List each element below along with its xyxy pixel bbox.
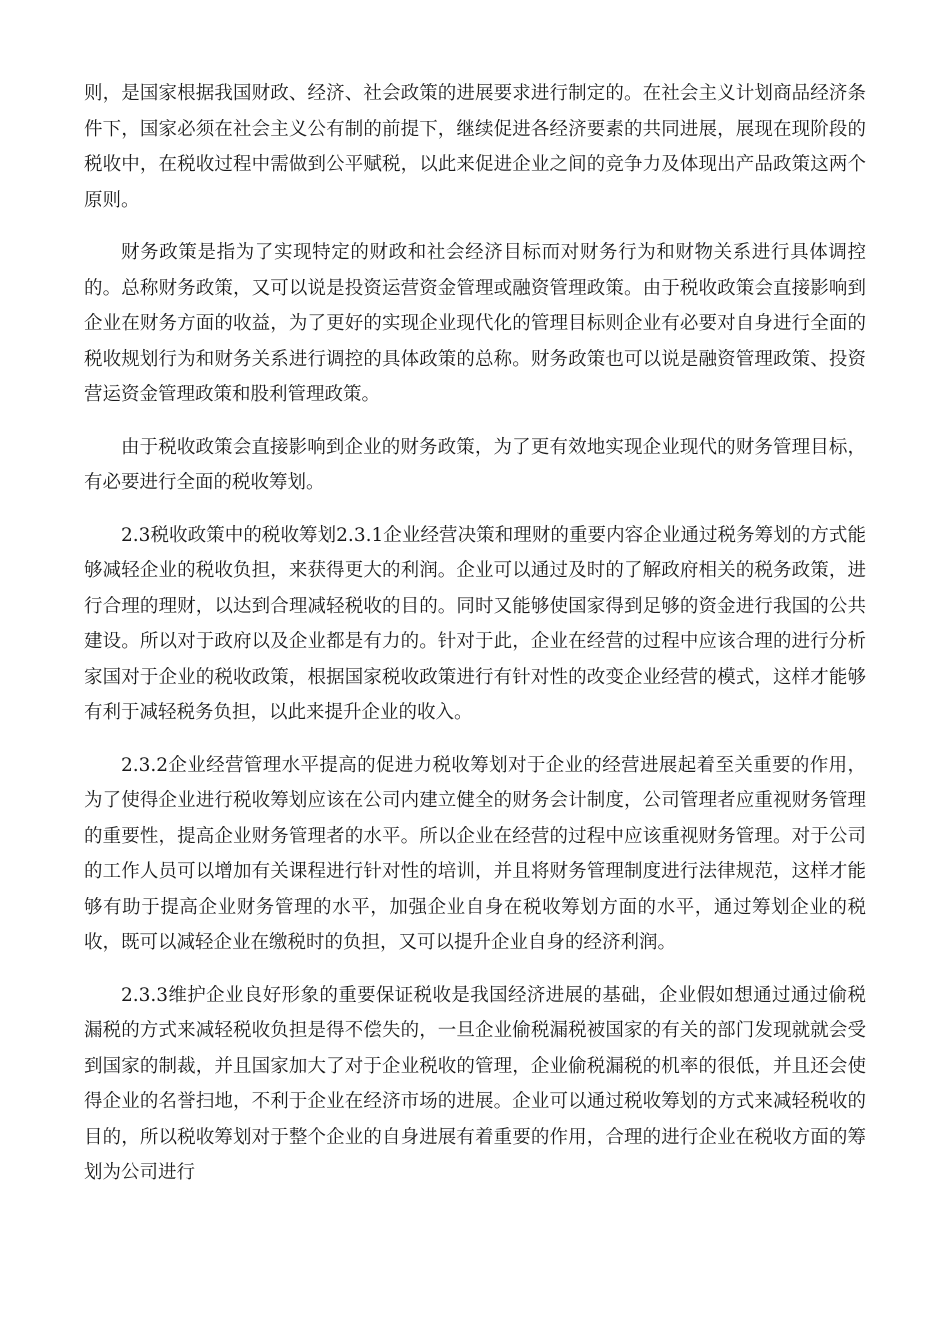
paragraph-section-2-3-2: 2.3.2企业经营管理水平提高的促进力税收筹划对于企业的经营进展起着至关重要的作用，为了使得企业进行税收筹划应该在公司内建立健全的财务会计制度，公司管理者应重视财务管理的重要性，提高企业财务管理者的水平。所以企业在经营的过程中应该重视财务管理。对于公司的工作人员可以增加有关课程进行针对性的培训，并且将财务管理制度进行法律规范，这样才能够有助于提高企业财务管理的水平，加强企业自身在税收筹划方面的水平，通过筹划企业的税收，既可以减轻企业在缴税时的负担，又可以提升企业自身的经济利润。 xyxy=(84,754,866,953)
paragraph-section-2-3-3: 2.3.3维护企业良好形象的重要保证税收是我国经济进展的基础，企业假如想通过通过偷税漏税的方式来减轻税收负担是得不偿失的，一旦企业偷税漏税被国家的有关的部门发现就就会受到国家的制裁，并且国家加大了对于企业税收的管理，企业偷税漏税的机率的很低，并且还会使得企业的名誉扫地，不利于企业在经济市场的进展。企业可以通过税收筹划的方式来减轻税收的目的，所以税收筹划对于整个企业的自身进展有着重要的作用，合理的进行企业在税收方面的筹划为公司进行 xyxy=(84,984,866,1183)
paragraph-continuation: 则，是国家根据我国财政、经济、社会政策的进展要求进行制定的。在社会主义计划商品经济条件下，国家必须在社会主义公有制的前提下，继续促进各经济要素的共同进展，展现在现阶段的税收中，在税收过程中需做到公平赋税，以此来促进企业之间的竞争力及体现出产品政策这两个原则。 xyxy=(84,83,866,211)
paragraph-section-2-3-1: 2.3税收政策中的税收筹划2.3.1企业经营决策和理财的重要内容企业通过税务筹划的方式能够减轻企业的税收负担，来获得更大的利润。企业可以通过及时的了解政府相关的税务政策，进行合理的理财，以达到合理减轻税收的目的。同时又能够使国家得到足够的资金进行我国的公共建设。所以对于政府以及企业都是有力的。针对于此，企业在经营的过程中应该合理的进行分析家国对于企业的税收政策，根据国家税收政策进行有针对性的改变企业经营的模式，这样才能够有利于减轻税务负担，以此来提升企业的收入。 xyxy=(84,524,866,723)
paragraph-tax-planning-need: 由于税收政策会直接影响到企业的财务政策，为了更有效地实现企业现代的财务管理目标，有必要进行全面的税收筹划。 xyxy=(84,436,866,493)
paragraph-financial-policy: 财务政策是指为了实现特定的财政和社会经济目标而对财务行为和财物关系进行具体调控的。总称财务政策，又可以说是投资运营资金管理或融资管理政策。由于税收政策会直接影响到企业在财务方面的收益，为了更好的实现企业现代化的管理目标则企业有必要对自身进行全面的税收规划行为和财务关系进行调控的具体政策的总称。财务政策也可以说是融资管理政策、投资营运资金管理政策和股利管理政策。 xyxy=(84,242,866,405)
document-body xyxy=(84,76,866,1208)
